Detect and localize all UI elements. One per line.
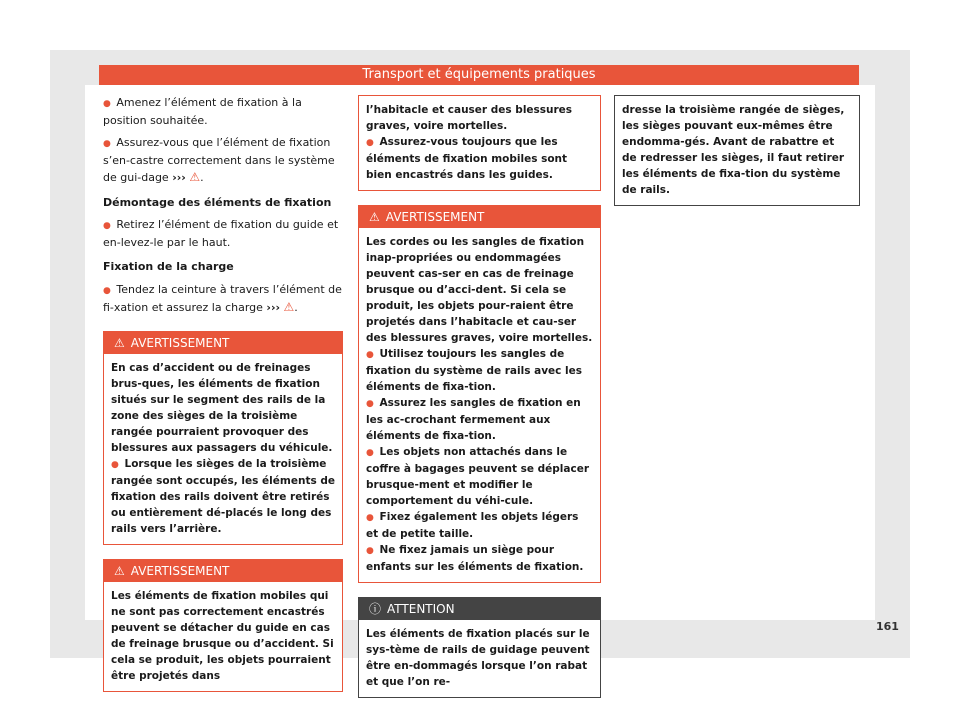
warning-triangle-icon: ⚠ (283, 300, 295, 314)
list-item: ● Retirez l’élément de fixation du guide et en-levez-le par le haut. (103, 218, 339, 249)
warning-body: Les cordes ou les sangles de fixation inap-propriées ou endommagées peuvent cas-ser en cas de freinage brusque ou d’acci-dent. Si cela se produit, les objets pour-raient être projetés dans l’habitacle et cau-ser des blessures graves, voire mortelles. ● Utilisez toujours les sangles de fixation du système de rails avec les éléments de fixa-tion. ● Assurez les sangles de fixation en les ac-crochant fermement aux éléments de fixa-tion. ● Les objets non attachés dans le coffre à bagages peuvent se déplacer brusque-ment et modifier le comportement du véhi-cule. ● Fixez également les objets légers et de petite taille. ● Ne fixez jamais un siège pour enfants sur les éléments de fixation. (366, 236, 593, 573)
list-item: ● Assurez les sangles de fixation en les ac-crochant fermement aux éléments de fixa-tion. (366, 397, 581, 442)
info-circle-icon: ⓘ (369, 602, 382, 616)
attention-box (358, 597, 601, 698)
bullet-icon: ● (366, 448, 374, 458)
list-item: ● Assurez-vous que l’élément de fixation s’en-castre correctement dans le système de gui-dage ››› ⚠. (103, 136, 335, 184)
bullet-icon: ● (103, 285, 111, 296)
column-2 (358, 95, 601, 698)
list-item: ● Utilisez toujours les sangles de fixation du système de rails avec les éléments de fixa-tion. (366, 348, 583, 393)
bullet-icon: ● (111, 459, 119, 470)
attention-body: Les éléments de fixation placés sur le sys-tème de rails de guidage peuvent être en-dommagés lorsque l’on rabat et que l’on re- (366, 628, 590, 688)
bullet-icon: ● (366, 350, 374, 360)
warning-body: Les éléments de fixation mobiles qui ne sont pas correctement encastrés peuvent se détacher du guide en cas de freinage brusque ou d’accident. Si cela se produit, les objets pourraient être projetés dans (111, 589, 334, 682)
list-item: ● Amenez l’élément de fixation à la position souhaitée. (103, 96, 302, 127)
reference-arrow: ››› (266, 301, 281, 314)
warning-box (103, 331, 343, 545)
attention-box-continued (614, 95, 860, 206)
list-item: ● Les objets non attachés dans le coffre à bagages peuvent se déplacer brusque-ment et modifier le comportement du véhi-cule. (366, 446, 590, 507)
bullet-icon: ● (103, 139, 111, 149)
section-heading: Fixation de la charge (103, 260, 234, 273)
bullet-icon: ● (366, 138, 374, 148)
column-1 (103, 95, 343, 692)
list-item: ● Fixez également les objets légers et de petite taille. (366, 511, 579, 540)
warning-box-continued (358, 95, 601, 191)
reference-arrow: ››› (172, 171, 186, 184)
warning-header: ⚠ AVERTISSEMENT (359, 206, 600, 228)
warning-box (103, 559, 343, 692)
attention-body: dresse la troisième rangée de sièges, les sièges pouvant eux-mêmes être endomma-gés. Avant de rabattre et de redresser les sièges, il faut retirer les éléments de fixa-tion du système de rails. (622, 104, 845, 196)
warning-header: ⚠ AVERTISSEMENT (104, 560, 342, 582)
bullet-icon: ● (366, 513, 374, 523)
warning-box (358, 205, 601, 583)
warning-triangle-icon: ⚠ (189, 170, 201, 184)
section-heading: Démontage des éléments de fixation (103, 195, 332, 209)
warning-header: ⚠ AVERTISSEMENT (104, 332, 342, 354)
warning-body: l’habitacle et causer des blessures graves, voire mortelles. ● Assurez-vous toujours que les éléments de fixation mobiles sont bien encastrés dans les guides. (359, 96, 600, 190)
bullet-icon: ● (366, 546, 374, 556)
page-header: Transport et équipements pratiques (99, 65, 859, 85)
column-3 (614, 95, 860, 206)
page-number: 161 (876, 620, 899, 633)
attention-header: ⓘ ATTENTION (359, 598, 600, 620)
bullet-icon: ● (366, 399, 374, 409)
warning-triangle-icon: ⚠ (114, 335, 125, 350)
bullet-icon: ● (103, 221, 111, 231)
list-item: ● Tendez la ceinture à travers l’élément de fi-xation et assurez la charge ››› ⚠. (103, 282, 342, 314)
list-item: ● Assurez-vous toujours que les éléments de fixation mobiles sont bien encastrés dans les guides. (366, 136, 568, 181)
list-item: ● Ne fixez jamais un siège pour enfants sur les éléments de fixation. (366, 544, 584, 573)
bullet-icon: ● (103, 99, 111, 109)
warning-triangle-icon: ⚠ (369, 210, 380, 224)
warning-body: En cas d’accident ou de freinages brus-ques, les éléments de fixation situés sur le segment des rails de la zone des sièges de la troisième rangée pourraient provoquer des blessures aux passagers du véhicule. ● Lorsque les sièges de la troisième rangée sont occupés, les éléments de fixation des rails doivent être retirés ou entièrement dé-placés le long des rails vers l’arrière. (111, 361, 336, 535)
warning-triangle-icon: ⚠ (114, 563, 125, 578)
list-item: ● Lorsque les sièges de la troisième rangée sont occupés, les éléments de fixation des rails doivent être retirés ou entièrement dé-placés le long des rails vers l’arrière. (111, 457, 336, 535)
